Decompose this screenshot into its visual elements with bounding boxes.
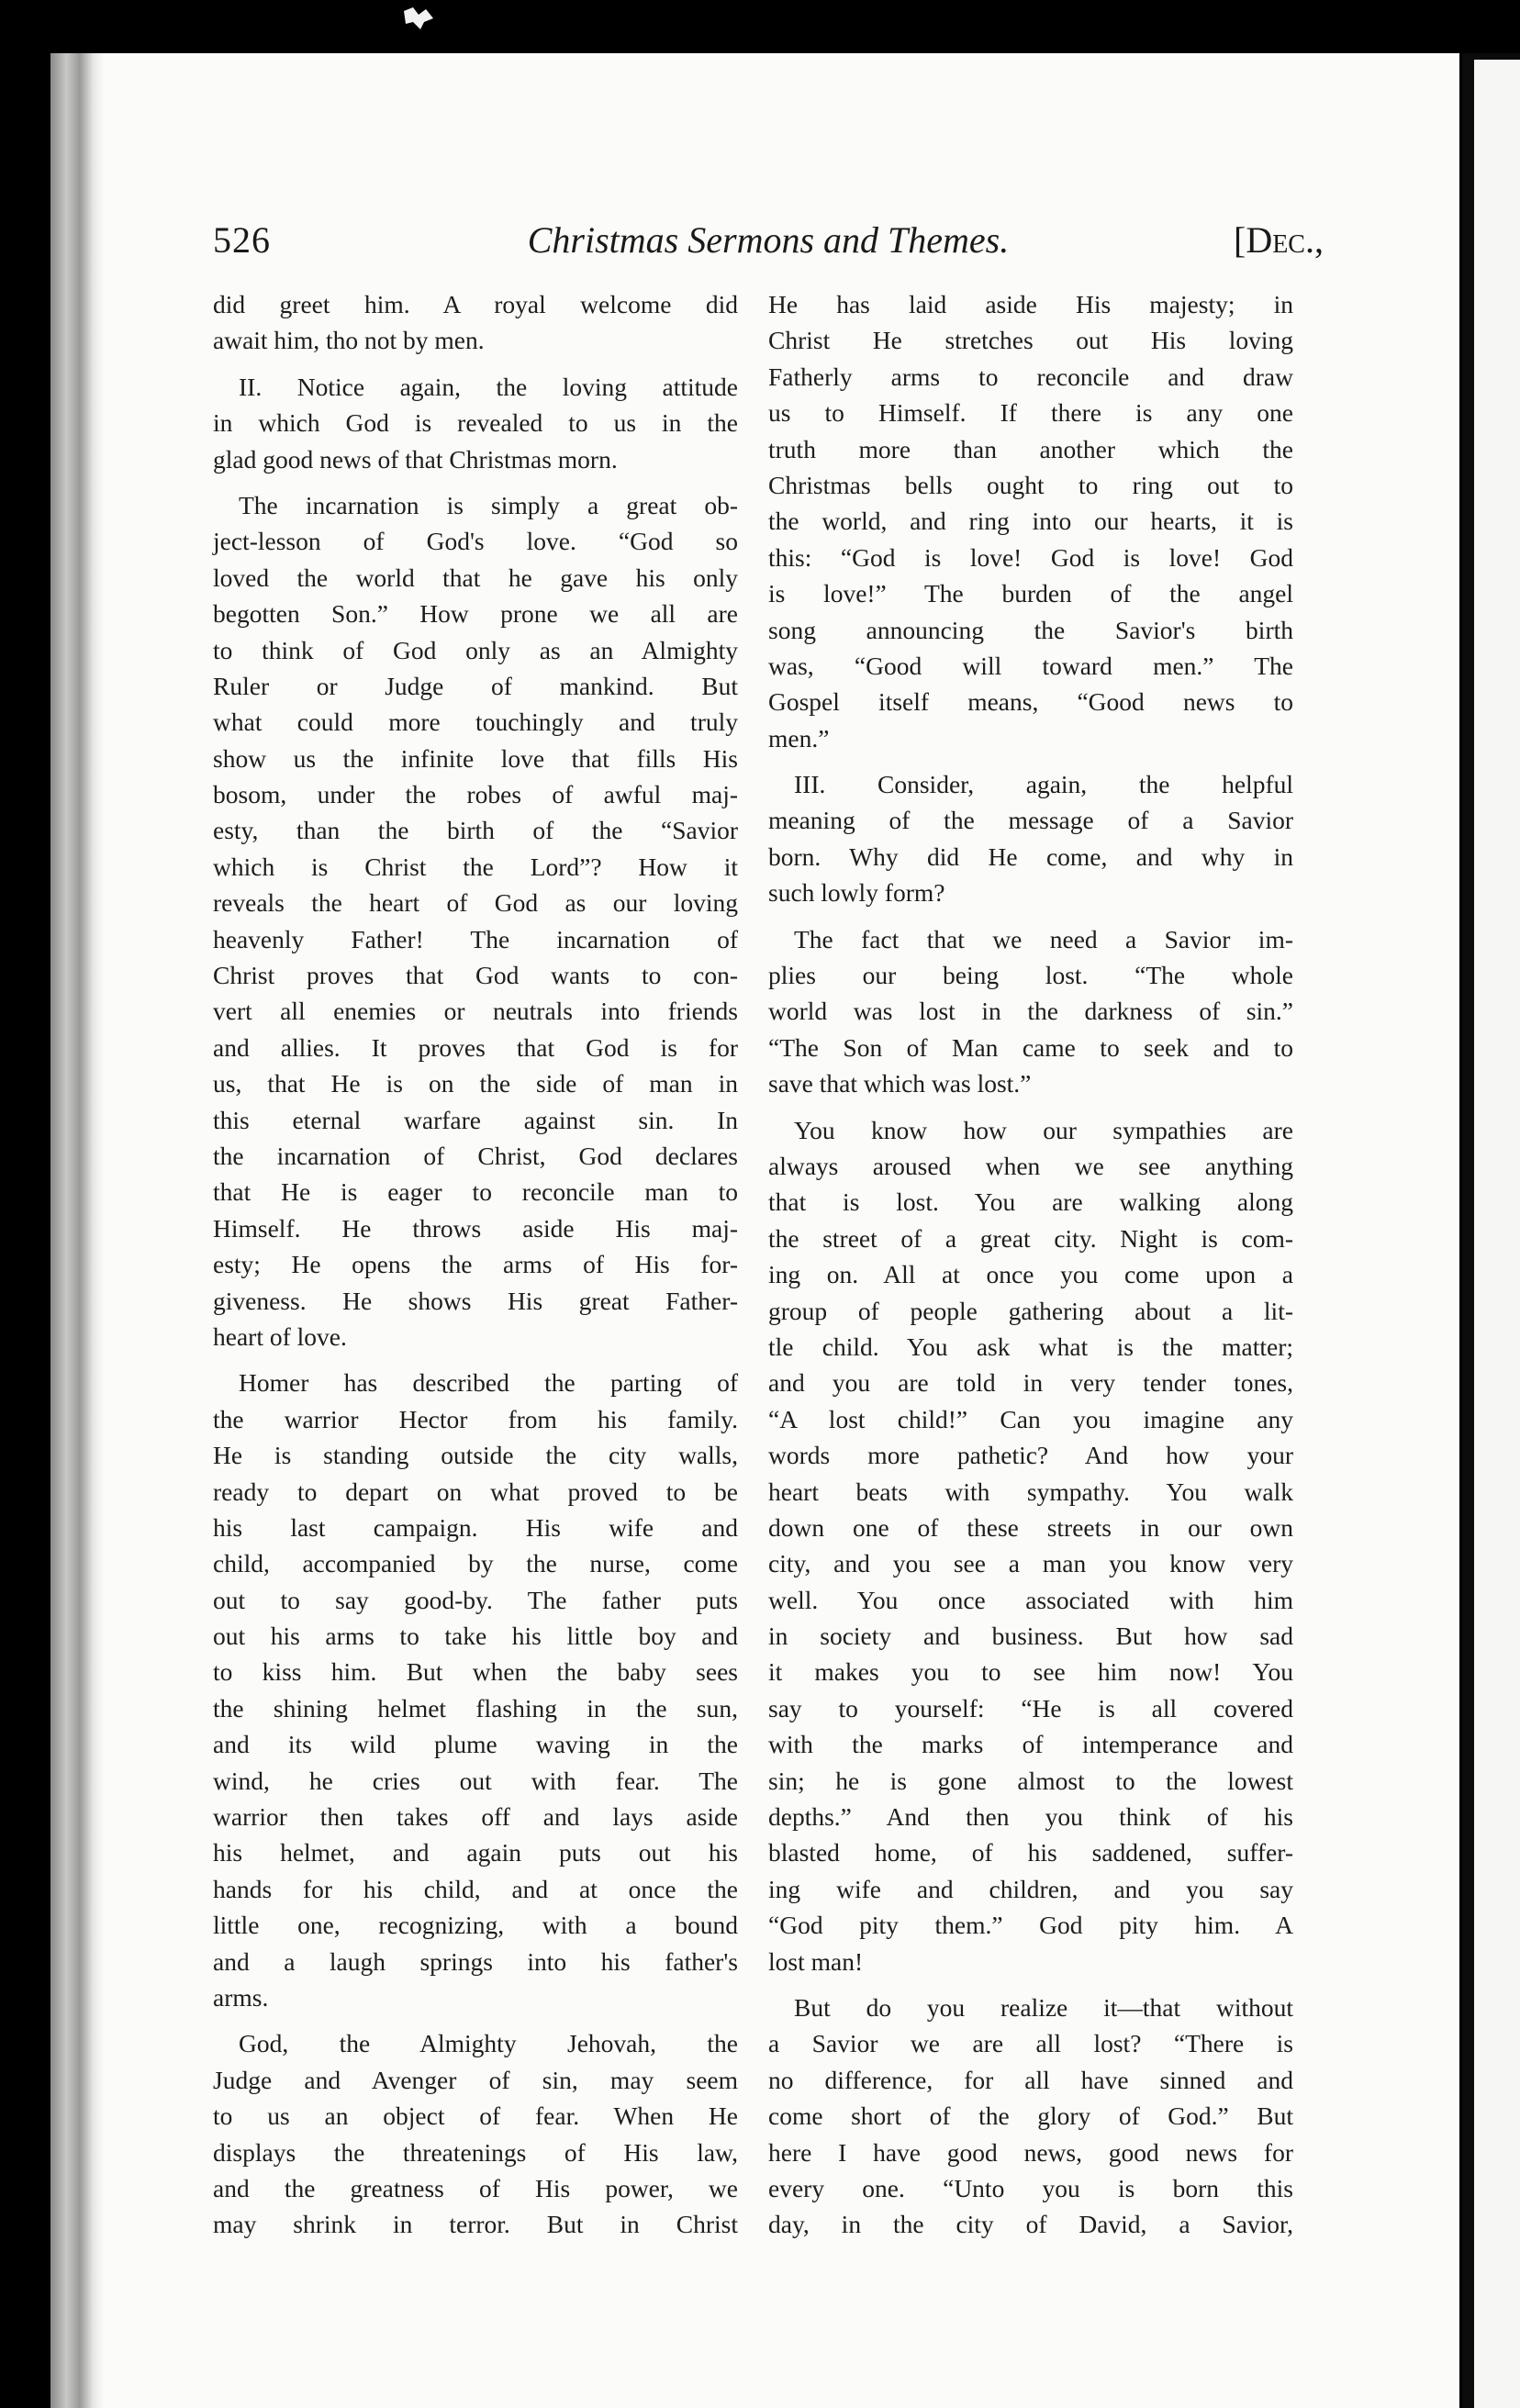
text-line: world was lost in the darkness of sin.” bbox=[768, 997, 1293, 1026]
page-number: 526 bbox=[213, 219, 271, 261]
text-line: blasted home, of his saddened, suffer- bbox=[768, 1838, 1293, 1867]
text-line: vert all enemies or neutrals into friends bbox=[213, 997, 738, 1026]
text-line: his last campaign. His wife and bbox=[213, 1512, 738, 1542]
text-line: “The Son of Man came to seek and to bbox=[768, 1032, 1293, 1062]
text-line: us to Himself. If there is any one bbox=[768, 398, 1293, 428]
text-line: and the greatness of His power, we bbox=[213, 2173, 738, 2202]
text-line: save that which was lost.” bbox=[768, 1069, 1032, 1098]
text-line: group of people gathering about a lit- bbox=[768, 1296, 1293, 1325]
text-line: But do you realize it—that without bbox=[794, 1992, 1293, 2022]
text-line: loved the world that he gave his only bbox=[213, 563, 738, 592]
text-line: displays the threatenings of His law, bbox=[213, 2137, 738, 2167]
text-line: wind, he cries out with fear. The bbox=[213, 1766, 738, 1795]
text-line: child, accompanied by the nurse, come bbox=[213, 1549, 738, 1578]
text-line: come short of the glory of God.” But bbox=[768, 2101, 1293, 2131]
text-line: ready to depart on what proved to be bbox=[213, 1477, 738, 1506]
text-line: to think of God only as an Almighty bbox=[213, 635, 738, 664]
text-line: and you are told in very tender tones, bbox=[768, 1368, 1293, 1398]
page-header bbox=[213, 218, 1324, 264]
text-line: heart beats with sympathy. You walk bbox=[768, 1477, 1293, 1506]
text-line: esty; He opens the arms of His for- bbox=[213, 1250, 738, 1279]
text-line: the warrior Hector from his family. bbox=[213, 1404, 738, 1433]
text-line: in society and business. But how sad bbox=[768, 1622, 1293, 1651]
right-text-column bbox=[768, 286, 1293, 2243]
text-line: in which God is revealed to us in the bbox=[213, 408, 738, 438]
text-line: out his arms to take his little boy and bbox=[213, 1622, 738, 1651]
text-line: well. You once associated with him bbox=[768, 1585, 1293, 1614]
text-line: to us an object of fear. When He bbox=[213, 2101, 738, 2131]
text-line: the shining helmet flashing in the sun, bbox=[213, 1693, 738, 1722]
text-line: giveness. He shows His great Father- bbox=[213, 1286, 738, 1315]
text-line: esty, than the birth of the “Savior bbox=[213, 816, 738, 845]
text-line: Christmas bells ought to ring out to bbox=[768, 470, 1293, 499]
text-line: the world, and ring into our hearts, it is bbox=[768, 507, 1293, 536]
text-line: ing on. All at once you come upon a bbox=[768, 1260, 1293, 1289]
text-line: The fact that we need a Savior im- bbox=[794, 924, 1293, 953]
text-line: Christ He stretches out His loving bbox=[768, 326, 1293, 355]
text-line: the street of a great city. Night is com- bbox=[768, 1223, 1293, 1253]
text-line: begotten Son.” How prone we all are bbox=[213, 599, 738, 629]
left-text-column bbox=[213, 286, 738, 2243]
text-line: men.” bbox=[768, 723, 830, 752]
text-line: that He is eager to reconcile man to bbox=[213, 1177, 738, 1207]
text-line: and a laugh springs into his father's bbox=[213, 1946, 738, 1976]
text-line: it makes you to see him now! You bbox=[768, 1657, 1293, 1687]
text-line: the incarnation of Christ, God declares bbox=[213, 1141, 738, 1170]
text-line: with the marks of intemperance and bbox=[768, 1730, 1293, 1759]
text-line: Fatherly arms to reconcile and draw bbox=[768, 362, 1293, 391]
text-line: meaning of the message of a Savior bbox=[768, 806, 1293, 835]
text-line: song announcing the Savior's birth bbox=[768, 615, 1293, 644]
text-line: show us the infinite love that fills His bbox=[213, 743, 738, 773]
running-title: Christmas Sermons and Themes. bbox=[527, 219, 1010, 261]
text-line: may shrink in terror. But in Christ bbox=[213, 2210, 738, 2239]
text-line: city, and you see a man you know very bbox=[768, 1549, 1293, 1578]
text-line: say to yourself: “He is all covered bbox=[768, 1693, 1293, 1722]
text-line: this eternal warfare against sin. In bbox=[213, 1105, 738, 1134]
text-line: He is standing outside the city walls, bbox=[213, 1441, 738, 1470]
text-line: and its wild plume waving in the bbox=[213, 1730, 738, 1759]
text-line: depths.” And then you think of his bbox=[768, 1802, 1293, 1832]
text-line: The incarnation is simply a great ob- bbox=[239, 490, 738, 519]
text-line: He has laid aside His majesty; in bbox=[768, 290, 1293, 318]
text-line: Gospel itself means, “Good news to bbox=[768, 687, 1293, 717]
text-line: tle child. You ask what is the matter; bbox=[768, 1332, 1293, 1361]
text-line: await him, tho not by men. bbox=[213, 326, 485, 355]
text-line: down one of these streets in our own bbox=[768, 1512, 1293, 1542]
text-line: what could more touchingly and truly bbox=[213, 708, 738, 737]
text-line: his helmet, and again puts out his bbox=[213, 1838, 738, 1867]
text-line: sin; he is gone almost to the lowest bbox=[768, 1766, 1293, 1795]
text-line: always aroused when we see anything bbox=[768, 1151, 1293, 1180]
text-line: heart of love. bbox=[213, 1321, 347, 1351]
page-binding-shadow bbox=[50, 53, 104, 2408]
text-line: Judge and Avenger of sin, may seem bbox=[213, 2065, 738, 2094]
text-line: this: “God is love! God is love! God bbox=[768, 542, 1293, 572]
text-line: reveals the heart of God as our loving bbox=[213, 888, 738, 918]
text-line: Christ proves that God wants to con- bbox=[213, 961, 738, 990]
text-line: little one, recognizing, with a bound bbox=[213, 1911, 738, 1940]
text-line: Himself. He throws aside His maj- bbox=[213, 1213, 738, 1243]
text-line: hands for his child, and at once the bbox=[213, 1874, 738, 1903]
text-line: God, the Almighty Jehovah, the bbox=[239, 2029, 738, 2058]
text-line: III. Consider, again, the helpful bbox=[794, 770, 1293, 799]
text-line: which is Christ the Lord”? How it bbox=[213, 852, 738, 881]
facing-page-sliver bbox=[1474, 60, 1520, 2408]
text-line: words more pathetic? And how your bbox=[768, 1441, 1293, 1470]
text-line: truth more than another which the bbox=[768, 434, 1293, 463]
text-line: such lowly form? bbox=[768, 878, 945, 908]
text-line: II. Notice again, the loving attitude bbox=[239, 372, 738, 401]
text-line: did greet him. A royal welcome did bbox=[213, 290, 738, 318]
text-line: was, “Good will toward men.” The bbox=[768, 651, 1293, 680]
text-line: every one. “Unto you is born this bbox=[768, 2173, 1293, 2202]
text-line: and allies. It proves that God is for bbox=[213, 1032, 738, 1062]
text-line: to kiss him. But when the baby sees bbox=[213, 1657, 738, 1687]
text-line: day, in the city of David, a Savior, bbox=[768, 2210, 1293, 2239]
text-line: bosom, under the robes of awful maj- bbox=[213, 780, 738, 809]
text-line: heavenly Father! The incarnation of bbox=[213, 924, 738, 953]
text-line: born. Why did He come, and why in bbox=[768, 842, 1293, 871]
text-line: us, that He is on the side of man in bbox=[213, 1069, 738, 1098]
text-line: ject-lesson of God's love. “God so bbox=[213, 527, 738, 556]
text-line: no difference, for all have sinned and bbox=[768, 2065, 1293, 2094]
text-line: “God pity them.” God pity him. A bbox=[768, 1911, 1293, 1940]
text-line: that is lost. You are walking along bbox=[768, 1187, 1293, 1217]
text-line: Ruler or Judge of mankind. But bbox=[213, 671, 738, 700]
text-line: glad good news of that Christmas morn. bbox=[213, 444, 618, 474]
text-line: plies our being lost. “The whole bbox=[768, 961, 1293, 990]
running-date: [Dec., bbox=[1234, 219, 1324, 261]
text-line: here I have good news, good news for bbox=[768, 2137, 1293, 2167]
text-line: a Savior we are all lost? “There is bbox=[768, 2029, 1293, 2058]
text-line: lost man! bbox=[768, 1946, 864, 1976]
text-line: “A lost child!” Can you imagine any bbox=[768, 1404, 1293, 1433]
text-line: You know how our sympathies are bbox=[794, 1115, 1293, 1144]
text-line: Homer has described the parting of bbox=[239, 1368, 738, 1398]
text-line: warrior then takes off and lays aside bbox=[213, 1802, 738, 1832]
text-line: arms. bbox=[213, 1982, 269, 2012]
ink-blot-mark bbox=[400, 6, 437, 31]
text-line: out to say good-by. The father puts bbox=[213, 1585, 738, 1614]
text-line: is love!” The burden of the angel bbox=[768, 579, 1293, 608]
text-line: ing wife and children, and you say bbox=[768, 1874, 1293, 1903]
